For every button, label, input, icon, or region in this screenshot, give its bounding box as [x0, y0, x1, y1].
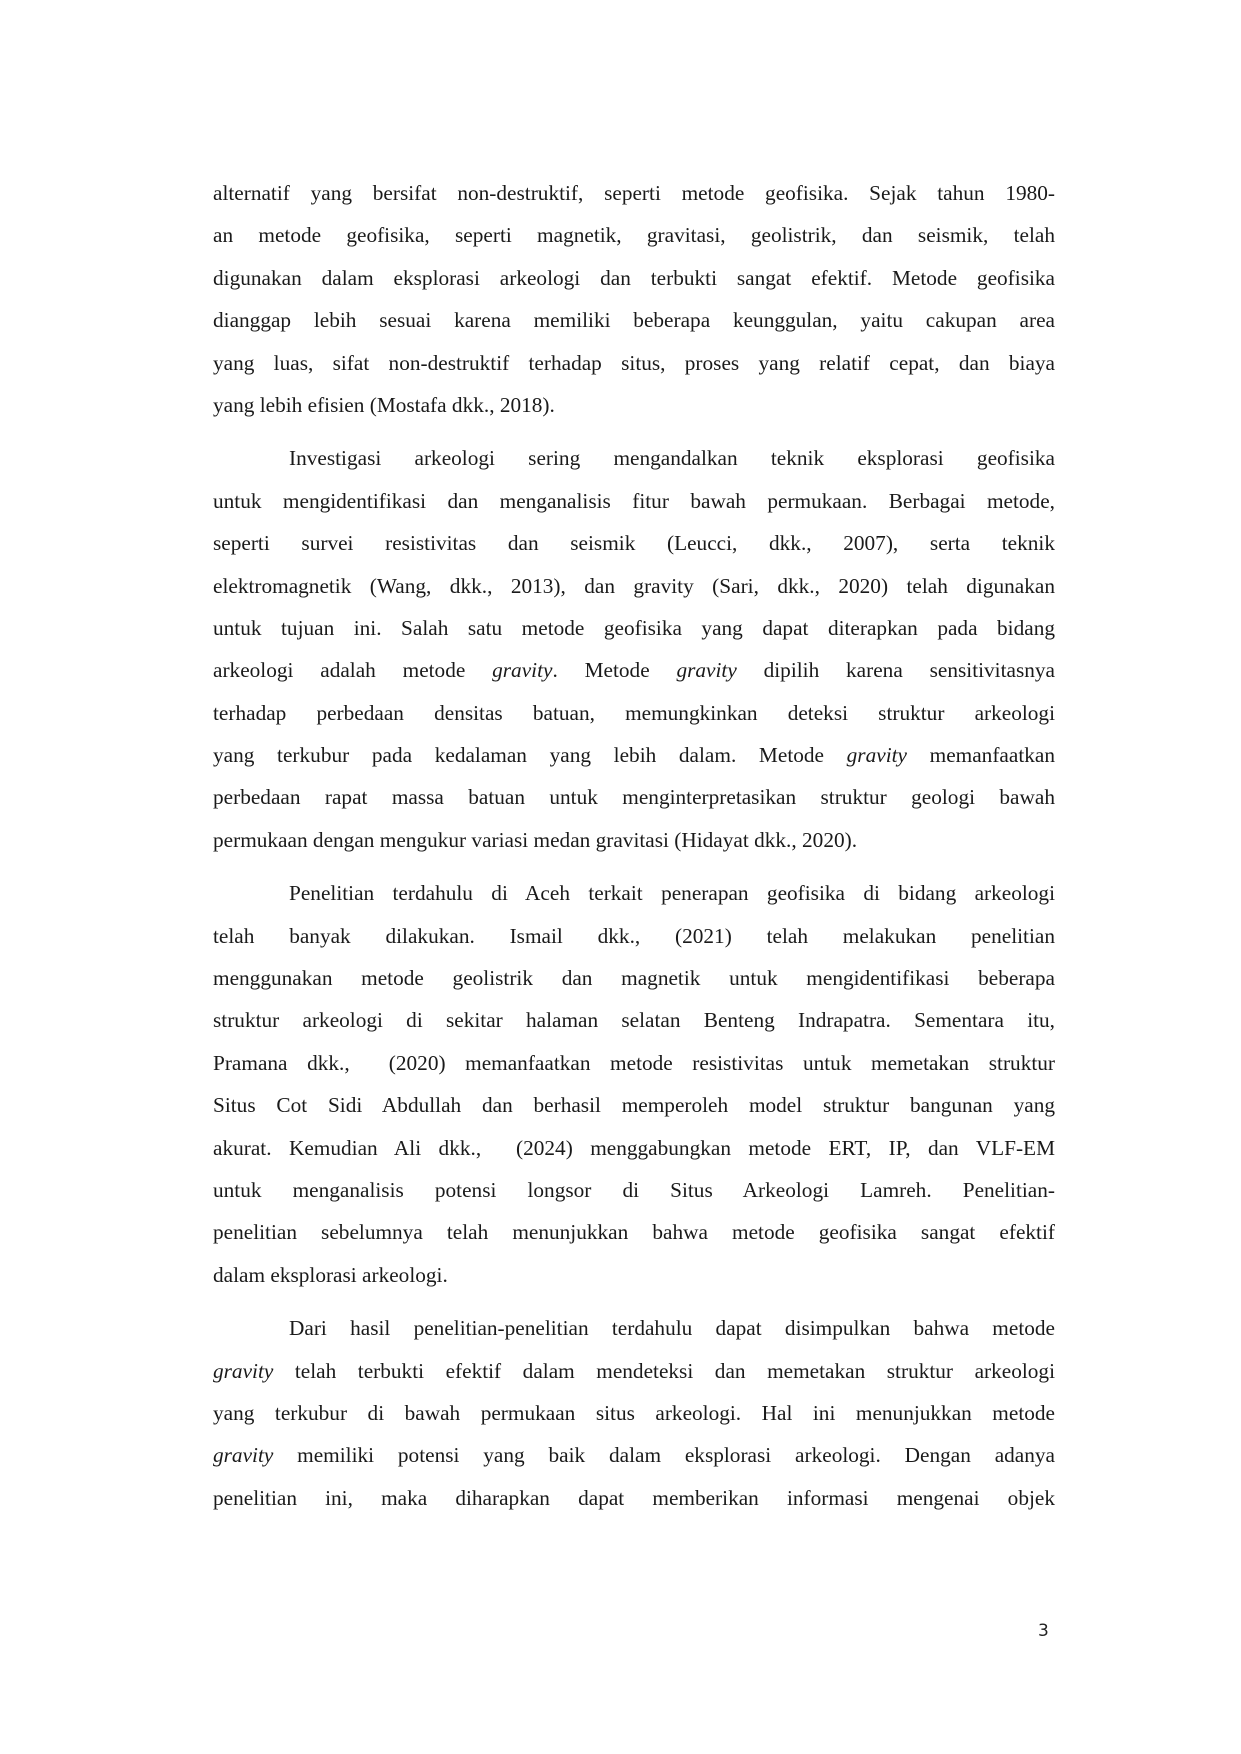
text-line	[213, 819, 1055, 861]
text-run: struktur arkeologi di sekitar halaman selatan Benteng Indrapatra. Sementara itu,	[213, 1008, 1055, 1033]
text-run: untuk mengidentifikasi dan menganalisis fitur bawah permukaan. Berbagai metode,	[213, 488, 1055, 513]
text-line	[213, 565, 1055, 607]
text-line	[213, 342, 1055, 384]
paragraph	[213, 437, 1055, 861]
text-run: alternatif yang bersifat non-destruktif, seperti metode geofisika. Sejak tahun 1980-	[213, 181, 1055, 205]
text-run: an metode geofisika, seperti magnetik, gravitasi, geolistrik, dan seismik, telah	[213, 223, 1055, 248]
text-line	[213, 1042, 1055, 1084]
text-line	[213, 915, 1055, 957]
text-run: untuk tujuan ini. Salah satu metode geofisika yang dapat diterapkan pada bidang	[213, 615, 1055, 640]
text-run: Situs Cot Sidi Abdullah dan berhasil memperoleh model struktur bangunan yang	[213, 1093, 1055, 1118]
text-line	[213, 1127, 1055, 1169]
italic-term: gravity	[213, 1358, 274, 1383]
text-line	[213, 437, 1055, 479]
text-line	[213, 480, 1055, 522]
body-text	[213, 172, 1055, 1530]
italic-term: gravity	[676, 658, 737, 683]
text-run: dalam eksplorasi arkeologi.	[213, 1262, 448, 1287]
text-line	[213, 1084, 1055, 1126]
text-line	[213, 172, 1055, 214]
paragraph	[213, 172, 1055, 426]
paragraph	[213, 872, 1055, 1296]
text-run: memiliki potensi yang baik dalam eksplorasi arkeologi. Dengan adanya	[273, 1443, 1055, 1468]
italic-term: gravity	[492, 658, 553, 683]
italic-term: gravity	[846, 743, 907, 768]
text-run: Dari hasil penelitian-penelitian terdahulu dapat disimpulkan bahwa metode	[289, 1316, 1055, 1341]
text-run: telah terbukti efektif dalam mendeteksi dan memetakan struktur arkeologi	[273, 1358, 1055, 1383]
text-run: memanfaatkan	[906, 743, 1055, 768]
text-line	[213, 1254, 1055, 1296]
text-run: digunakan dalam eksplorasi arkeologi dan terbukti sangat efektif. Metode geofisika	[213, 265, 1055, 290]
text-run: dipilih karena sensitivitasnya	[736, 658, 1055, 683]
text-run: dianggap lebih sesuai karena memiliki beberapa keunggulan, yaitu cakupan area	[213, 308, 1055, 333]
text-run: elektromagnetik (Wang, dkk., 2013), dan gravity (Sari, dkk., 2020) telah digunakan	[213, 573, 1055, 598]
text-line	[213, 1307, 1055, 1349]
text-run: . Metode	[552, 658, 677, 683]
page-number: 3	[1038, 1621, 1049, 1641]
text-run: seperti survei resistivitas dan seismik (Leucci, dkk., 2007), serta teknik	[213, 531, 1055, 556]
text-line	[213, 649, 1055, 691]
text-line	[213, 999, 1055, 1041]
text-run: yang luas, sifat non-destruktif terhadap situs, proses yang relatif cepat, dan biaya	[213, 350, 1055, 375]
text-run: menggunakan metode geolistrik dan magnetik untuk mengidentifikasi beberapa	[213, 966, 1055, 991]
text-run: yang terkubur pada kedalaman yang lebih dalam. Metode	[213, 743, 847, 768]
paragraph	[213, 1307, 1055, 1519]
text-line	[213, 692, 1055, 734]
text-line	[213, 607, 1055, 649]
text-line	[213, 257, 1055, 299]
text-run: perbedaan rapat massa batuan untuk menginterpretasikan struktur geologi bawah	[213, 785, 1055, 810]
text-line	[213, 734, 1055, 776]
text-line	[213, 957, 1055, 999]
text-line	[213, 1169, 1055, 1211]
text-line	[213, 776, 1055, 818]
text-line	[213, 299, 1055, 341]
text-line	[213, 1392, 1055, 1434]
text-run: akurat. Kemudian Ali dkk., (2024) menggabungkan metode ERT, IP, dan VLF-EM	[213, 1135, 1055, 1160]
text-line	[213, 872, 1055, 914]
text-run: yang lebih efisien (Mostafa dkk., 2018).	[213, 392, 555, 417]
text-line	[213, 384, 1055, 426]
text-run: permukaan dengan mengukur variasi medan gravitasi (Hidayat dkk., 2020).	[213, 827, 858, 852]
italic-term: gravity	[213, 1443, 274, 1468]
text-line	[213, 522, 1055, 564]
text-line	[213, 1211, 1055, 1253]
text-run: Penelitian terdahulu di Aceh terkait penerapan geofisika di bidang arkeologi	[289, 881, 1055, 906]
text-run: untuk menganalisis potensi longsor di Situs Arkeologi Lamreh. Penelitian-	[213, 1177, 1055, 1202]
text-run: penelitian sebelumnya telah menunjukkan bahwa metode geofisika sangat efektif	[213, 1220, 1055, 1245]
text-line	[213, 1477, 1055, 1519]
text-line	[213, 1434, 1055, 1476]
text-run: terhadap perbedaan densitas batuan, memungkinkan deteksi struktur arkeologi	[213, 700, 1055, 725]
text-run: Pramana dkk., (2020) memanfaatkan metode resistivitas untuk memetakan struktur	[213, 1050, 1055, 1075]
text-run: arkeologi adalah metode	[213, 658, 493, 683]
text-run: yang terkubur di bawah permukaan situs arkeologi. Hal ini menunjukkan metode	[213, 1400, 1055, 1425]
text-run: Investigasi arkeologi sering mengandalkan teknik eksplorasi geofisika	[289, 446, 1055, 471]
text-run: penelitian ini, maka diharapkan dapat memberikan informasi mengenai objek	[213, 1485, 1055, 1510]
text-run: telah banyak dilakukan. Ismail dkk., (2021) telah melakukan penelitian	[213, 923, 1055, 948]
text-line	[213, 214, 1055, 256]
text-line	[213, 1350, 1055, 1392]
